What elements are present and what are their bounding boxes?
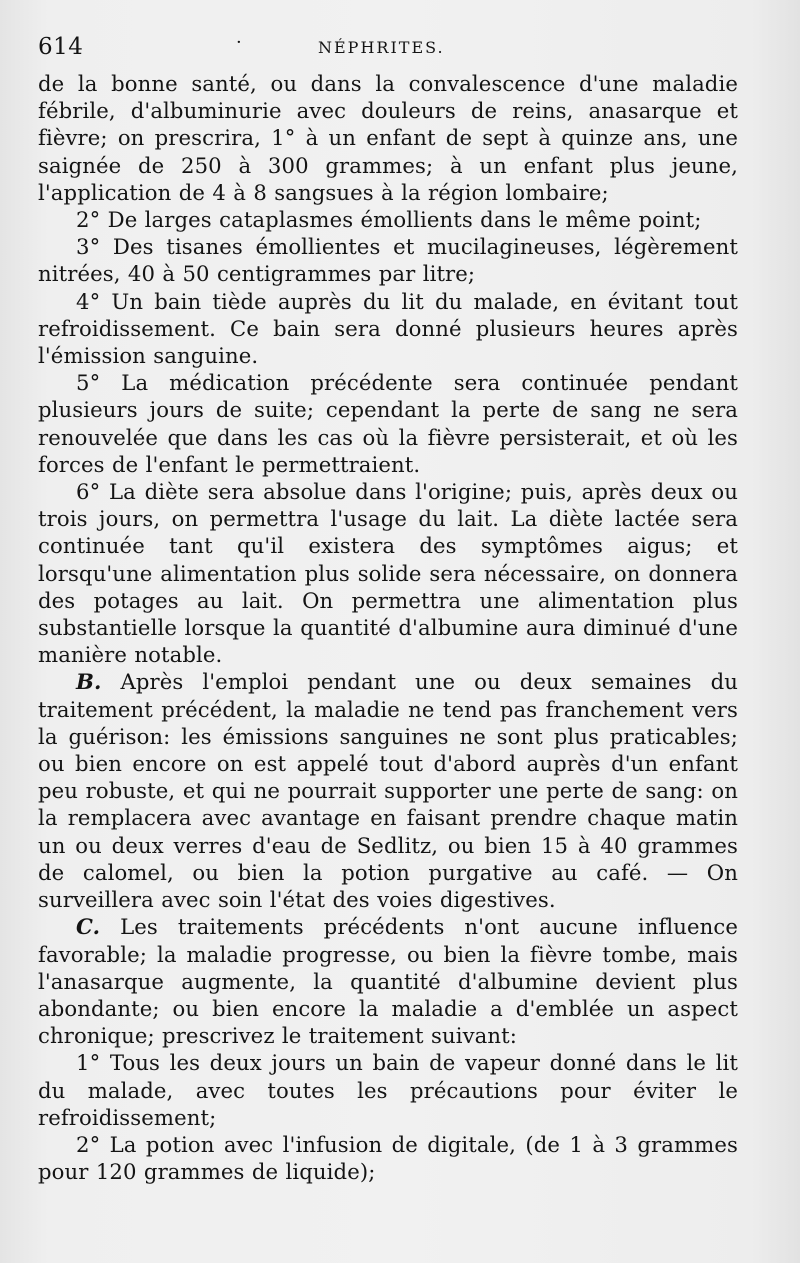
paragraph-item-6: [38, 478, 738, 668]
paragraph-text: 4° Un bain tiède auprès du lit du malade, en évitant tout refroidissement. Ce bain sera donné plusieurs heures après l'émission sanguine.: [38, 288, 738, 369]
section-label-c: C.: [76, 914, 101, 940]
paragraph-item-c2: [38, 1131, 738, 1185]
section-label-b: B.: [76, 669, 102, 695]
paragraph-text: Après l'emploi pendant une ou deux semaines du traitement précédent, la maladie ne tend pas franchement vers la guérison: les émissions sanguines ne sont plus praticables; ou bien encore on est appelé tout d'abord auprès d'un enfant peu robuste, et qui ne pourrait supporter une perte de sang: on la remplacera avec avantage en faisant prendre chaque matin un ou deux verres d'eau de Sedlitz, ou bien 15 à 40 grammes de calomel, ou bien la potion purgative au café. — On surveillera avec soin l'état des voies digestives.: [38, 669, 738, 913]
paragraph-section-c: [38, 913, 738, 1049]
header-separator: ·: [236, 32, 242, 53]
paragraph-section-b: [38, 668, 738, 913]
paragraph-text: 2° De larges cataplasmes émollients dans le même point;: [76, 207, 702, 233]
page-number: 614: [38, 34, 84, 60]
paragraph-item-2: [38, 206, 738, 233]
paragraph-text: 6° La diète sera absolue dans l'origine; puis, après deux ou trois jours, on permettra l'usage du lait. La diète lactée sera continuée tant qu'il existera des symptômes aigus; et lorsqu'une alimentation plus solide sera nécessaire, on donnera des potages au lait. On permettra une alimentation plus substantielle lorsque la quantité d'albumine aura diminué d'une manière notable.: [38, 479, 738, 668]
paragraph-text: Les traitements précédents n'ont aucune influence favorable; la maladie progresse, ou bien la fièvre tombe, mais l'anasarque augmente, la quantité d'albumine devient plus abondante; ou bien encore la maladie a d'emblée un aspect chronique; prescrivez le traitement suivant:: [38, 914, 738, 1049]
paragraph-item-4: [38, 288, 738, 370]
paragraph-item-3: [38, 233, 738, 287]
paragraph-text: 2° La potion avec l'infusion de digitale, (de 1 à 3 grammes pour 120 grammes de liquide);: [38, 1131, 738, 1185]
running-head: [38, 34, 730, 64]
running-title: NÉPHRITES.: [318, 38, 445, 57]
paragraph-item-5: [38, 369, 738, 478]
body-text: [38, 70, 738, 1185]
paragraph-text: 5° La médication précédente sera continuée pendant plusieurs jours de suite; cependant la perte de sang ne sera renouvelée que dans les cas où la fièvre persisterait, et où les forces de l'enfant le permettraient.: [38, 370, 738, 477]
paragraph-text: 1° Tous les deux jours un bain de vapeur donné dans le lit du malade, avec toutes les précautions pour éviter le refroidissement;: [38, 1050, 738, 1130]
paragraph-text: 3° Des tisanes émollientes et mucilagineuses, légèrement nitrées, 40 à 50 centigrammes par litre;: [38, 234, 738, 287]
paragraph-text: de la bonne santé, ou dans la convalescence d'une maladie fébrile, d'albuminurie avec douleurs de reins, anasarque et fièvre; on prescrira, 1° à un enfant de sept à quinze ans, une saignée de 250 à 300 grammes; à un enfant plus jeune, l'application de 4 à 8 sangsues à la région lombaire;: [38, 71, 738, 205]
paragraph-continuation: [38, 70, 738, 206]
paragraph-item-c1: [38, 1049, 738, 1131]
